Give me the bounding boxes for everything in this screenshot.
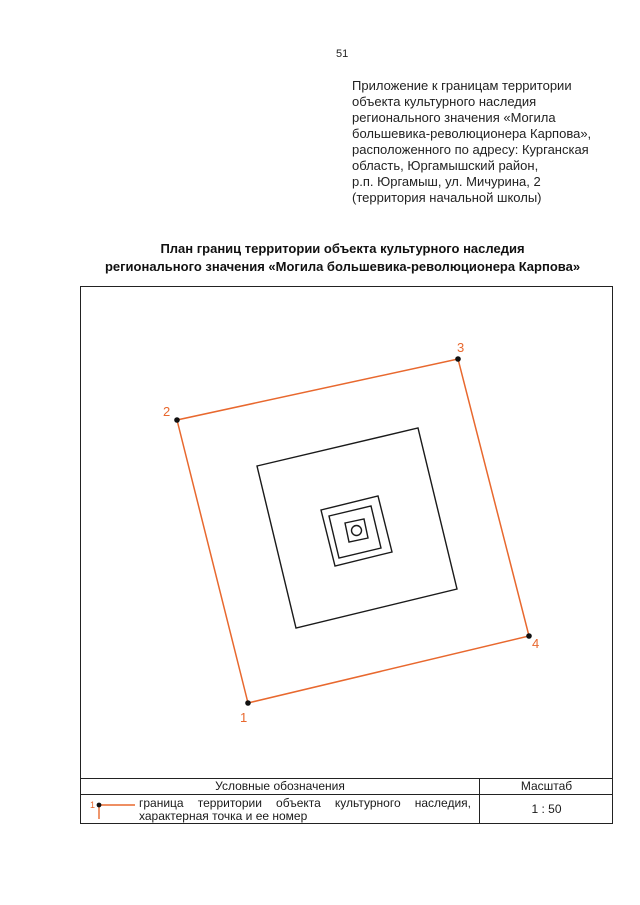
appendix-note-line: Приложение к границам территории: [352, 78, 572, 93]
legend-header: Условные обозначения: [215, 779, 345, 793]
territory-outer-square: [257, 428, 457, 628]
appendix-note: [352, 78, 632, 206]
boundary-point-3-dot: [455, 356, 461, 362]
boundary-legend-icon: [87, 798, 137, 820]
boundary-point-2-label: 2: [163, 404, 171, 419]
boundary-point-2-dot: [174, 417, 180, 423]
monument-pedestal: [345, 519, 368, 542]
appendix-note-line: большевика-революционера Карпова»,: [352, 126, 592, 141]
legend-header-row: [81, 778, 612, 795]
appendix-note-line: р.п. Юргамыш, ул. Мичурина, 2: [352, 174, 541, 189]
appendix-note-line: регионального значения «Могила: [352, 110, 556, 125]
monument-base-inner: [329, 506, 381, 558]
plan-title: [60, 240, 625, 276]
monument-center-marker: [352, 526, 362, 536]
plan-drawing: [81, 287, 612, 778]
scale-header: Масштаб: [479, 779, 613, 794]
boundary-line: [177, 359, 529, 703]
legend-body-row: [81, 795, 612, 823]
appendix-note-line: область, Юргамышский район,: [352, 158, 539, 173]
plan-frame: [80, 286, 613, 824]
boundary-point-4-dot: [526, 633, 532, 639]
appendix-note-line: расположенного по адресу: Курганская: [352, 142, 589, 157]
plan-title-line: План границ территории объекта культурного наследия: [160, 241, 525, 256]
appendix-note-line: (территория начальной школы): [352, 190, 542, 205]
monument-base-outer: [321, 496, 392, 566]
scale-value: 1 : 50: [479, 795, 613, 823]
boundary-point-3-label: 3: [457, 340, 465, 355]
boundary-point-1-label: 1: [240, 710, 248, 725]
legend-item-text: граница территории объекта культурного наследия, характерная точка и ее номер: [139, 796, 471, 823]
boundary-point-1-dot: [245, 700, 251, 706]
legend-item-number: 1: [90, 800, 96, 810]
boundary-point-4-label: 4: [532, 636, 540, 651]
page-number: 51: [336, 48, 349, 60]
appendix-note-line: объекта культурного наследия: [352, 94, 537, 109]
plan-title-line: регионального значения «Могила большевика-революционера Карпова»: [104, 259, 581, 274]
